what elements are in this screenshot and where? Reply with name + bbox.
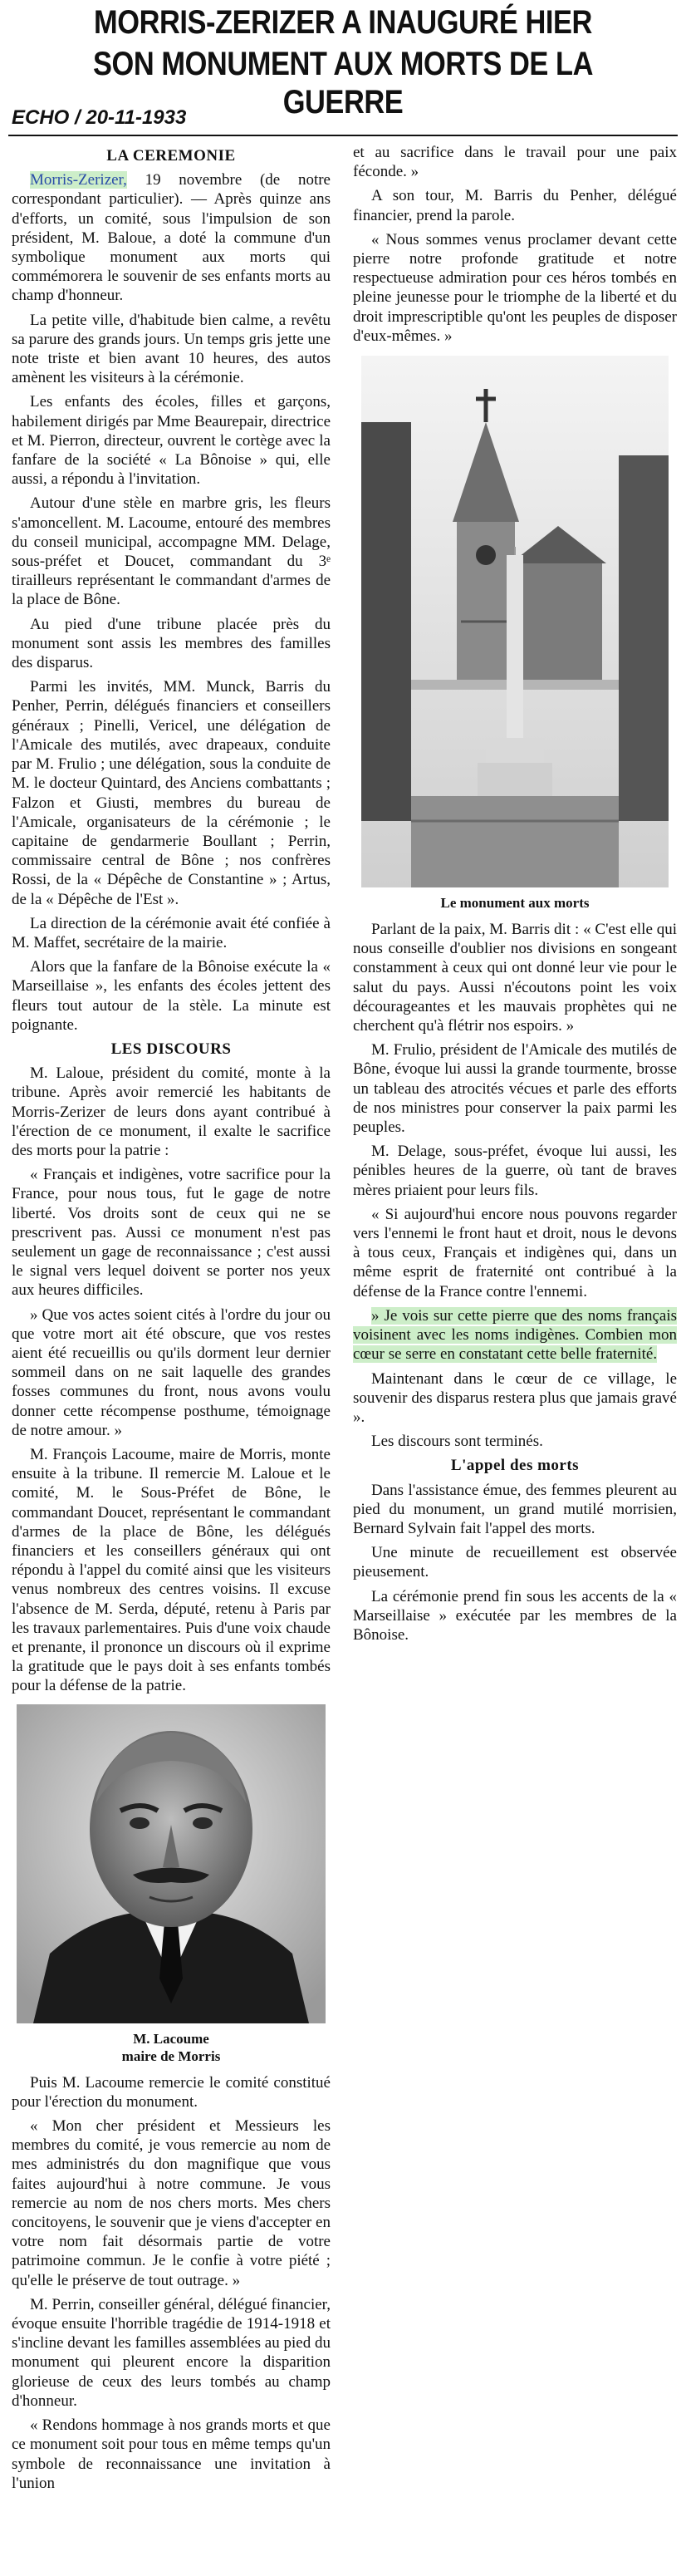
paragraph: Parmi les invités, MM. Munck, Barris du Penher, Perrin, délégués financiers et conseillers généraux ; Pinelli, Vericel, une délégation de l'Amicale des mutilés, avec drapeaux, conduite par M. Frulio ; une délégation, sous la conduite de M. le docteur Quintard, des Anciens combattants ; Falzon et Giusti, membres du bureau de l'Amicale, organisateurs de la cérémonie ; le capitaine de gendarmerie Boullant ; Perrin, commissaire central de Bône ; nos confrères Rossi, de la « Dépêche de Constantine » ; Artus, de la « Dépêche de l'Est ». bbox=[12, 678, 331, 908]
header-rule bbox=[8, 135, 678, 136]
paragraph: « Nous sommes venus proclamer devant cette pierre notre profonde gratitude et notre respectueuse admiration pour ces héros tombés en pleine jeunesse pour le triomphe de la liberté et du droit imprescriptible qu'ont les peuples de disposer d'eux-mêmes. » bbox=[353, 230, 677, 345]
caption-name: M. Lacoume bbox=[133, 2030, 209, 2047]
highlighted-quote: » Je vois sur cette pierre que des noms français voisinent avec les noms indigènes. Combien mon cœur se serre en constatant cette belle fraternité. bbox=[353, 1306, 677, 1364]
monument-caption: Le monument aux morts bbox=[440, 895, 590, 912]
paragraph: La petite ville, d'habitude bien calme, a revêtu sa parure des grands jours. Un temps gris jette une note triste et bien avant 10 heures, des autos amènent les visiteurs à la cérémonie. bbox=[12, 311, 331, 387]
paragraph: Au pied d'une tribune placée près du monument sont assis les membres des familles des disparus. bbox=[12, 615, 331, 672]
paragraph: Maintenant dans le cœur de ce village, le souvenir des disparus restera plus que jamais gravé ». bbox=[353, 1369, 677, 1426]
paragraph: Une minute de recueillement est observée pieusement. bbox=[353, 1544, 677, 1581]
paragraph: Puis M. Lacoume remercie le comité constitué pour l'érection du monument. bbox=[12, 2073, 331, 2111]
paragraph: Autour d'une stèle en marbre gris, les fleurs s'amoncellent. M. Lacoume, entouré des membres du conseil municipal, accompagne MM. Delage, sous-préfet et Doucet, commandant du 3ᵉ tirailleurs représentant le commandant d'armes de la place de Bône. bbox=[12, 494, 331, 609]
paragraph: Parlant de la paix, M. Barris dit : « C'est elle qui nous conseille d'oublier nos divisions en songeant constamment à ceux qui ont donné leur vie pour le salut du pays. Aussi n'écoutons point les voix décourageantes et les mauvais prophètes qui ne cherchent qu'à flétrir nos espoirs. » bbox=[353, 921, 677, 1035]
monument-photo bbox=[361, 356, 669, 887]
paragraph: « Rendons hommage à nos grands morts et que ce monument soit pour tous en même temps qu'un symbole de reconnaissance une invitation à l'union bbox=[12, 2416, 331, 2492]
paragraph: Les enfants des écoles, filles et garçons, habilement dirigés par Mme Beaurepair, directrice et M. Pierron, directeur, ouvrent le cortège avec la fanfare de la société « La Bônoise » qui, elle aussi, a répondu à l'invitation. bbox=[12, 393, 331, 489]
paragraph: Dans l'assistance émue, des femmes pleurent au pied du monument, un grand mutilé morrisien, Bernard Sylvain fait l'appel des morts. bbox=[353, 1481, 677, 1537]
headline-line-2: SON MONUMENT AUX MORTS DE LA GUERRE bbox=[92, 46, 594, 120]
paragraph: La direction de la cérémonie avait été confiée à M. Maffet, secrétaire de la mairie. bbox=[12, 914, 331, 951]
lead-paragraph bbox=[12, 170, 331, 305]
right-column bbox=[353, 143, 677, 1649]
left-column bbox=[12, 143, 331, 2498]
article-header bbox=[0, 0, 686, 121]
section-title-discours: LES DISCOURS bbox=[110, 1040, 232, 1058]
section-title-ceremonie: LA CEREMONIE bbox=[106, 147, 236, 165]
portrait-image bbox=[17, 1704, 326, 2023]
paragraph: « Si aujourd'hui encore nous pouvons regarder vers l'ennemi le front haut et droit, nous le devons à tous ceux, Français et indigènes qui, dans un même esprit de fraternité ont contribué à la défense de la France contre l'ennemi. bbox=[353, 1205, 677, 1300]
paragraph: La cérémonie prend fin sous les accents de la « Marseillaise » exécutée par les membres de la Bônoise. bbox=[353, 1587, 677, 1644]
portrait-caption bbox=[12, 2030, 331, 2065]
paragraph: M. Perrin, conseiller général, délégué financier, évoque ensuite l'horrible tragédie de 1914-1918 et s'incline devant les familles assemblées au pied du monument qui pleurent encore la disparition glorieuse de ceux des leurs tombés au champ d'honneur. bbox=[12, 2295, 331, 2410]
monument-image bbox=[361, 356, 669, 887]
caption-title: maire de Morris bbox=[121, 2048, 221, 2064]
headline-line-1: MORRIS-ZERIZER A INAUGURÉ HIER bbox=[94, 4, 592, 41]
paragraph: M. Laloue, président du comité, monte à la tribune. Après avoir remercié les habitants de Morris-Zerizer de leurs dons ayant contribué à l'érection de ce monument, il exalte le sacrifice des morts pour la patrie : bbox=[12, 1064, 331, 1159]
highlighted-paragraph bbox=[353, 1306, 677, 1364]
section-title-appel: L'appel des morts bbox=[450, 1457, 580, 1475]
paragraph: M. Delage, sous-préfet, évoque lui aussi, les pénibles heures de la guerre, où tant de braves mères priaient pour leurs fils. bbox=[353, 1143, 677, 1199]
paragraph: et au sacrifice dans le travail pour une paix féconde. » bbox=[353, 144, 677, 181]
paragraph: A son tour, M. Barris du Penher, délégué financier, prend la parole. bbox=[353, 187, 677, 224]
portrait-photo bbox=[17, 1704, 326, 2023]
lead-text: 19 novembre (de notre correspondant particulier). — Après quinze ans d'efforts, un comité, sous l'impulsion de son président, M. Baloue, a doté la commune d'un symbolique monument aux morts qui commémorera le souvenir de ses enfants morts au champ d'honneur. bbox=[12, 171, 331, 305]
paragraph: « Français et indigènes, votre sacrifice pour la France, pour nous tous, fut le gage de notre liberté. Vos droits sont de ceux qui ne se prescrivent pas. Aussi ce monument n'est pas seulement un gage de reconnaissance ; c'est aussi le signal vers lequel doivent se porter nos yeux aux heures difficiles. bbox=[12, 1166, 331, 1300]
paragraph: « Mon cher président et Messieurs les membres du comité, je vous remercie au nom de mes administrés du don magnifique que vous faites aujourd'hui à notre commune. Je vous remercie au nom de nos chers morts. Mes chers concitoyens, le souvenir que je viens d'accepter en votre nom fait désormais partie de votre patrimoine commun. Je le confie à votre piété ; qu'elle le préserve de tout outrage. » bbox=[12, 2117, 331, 2289]
paragraph: M. François Lacoume, maire de Morris, monte ensuite à la tribune. Il remercie M. Laloue et le comité, M. le Sous-Préfet de Bône, le commandant Doucet, représentant le commandant d'armes de la place de Bône, les délégués financiers et les conseillers généraux qui ont répondu à l'appel du comité ainsi que les visiteurs venus nombreux des centres voisins. Il excuse l'absence de M. Serda, député, retenu à Paris par les travaux parlementaires. Puis d'une voix chaude et prenante, il prononce un discours où il exprime la gratitude que le pays doit à ses enfants tombés pour la défense de la patrie. bbox=[12, 1446, 331, 1695]
paragraph: M. Frulio, président de l'Amicale des mutilés de Bône, évoque lui aussi la grande tourmente, brosse un tableau des atrocités vécues et parle des efforts de nos ministres pour conserver la paix parmi les peuples. bbox=[353, 1041, 677, 1137]
dateline: ECHO / 20-11-1933 bbox=[12, 106, 187, 129]
lead-place: Morris-Zerizer, bbox=[30, 171, 127, 189]
paragraph: Alors que la fanfare de la Bônoise exécute la « Marseillaise », les enfants des écoles jettent des fleurs tout autour de la stèle. La minute est poignante. bbox=[12, 958, 331, 1034]
paragraph: » Que vos actes soient cités à l'ordre du jour ou que votre mort ait été obscure, que vos restes aient été recueillis ou qu'ils dorment leur dernier sommeil dans on ne sait laquelle des grandes fosses communes du front, nous avons voulu donner cette récompense posthume, témoignage de notre amour. » bbox=[12, 1305, 331, 1439]
paragraph: Les discours sont terminés. bbox=[371, 1433, 543, 1451]
